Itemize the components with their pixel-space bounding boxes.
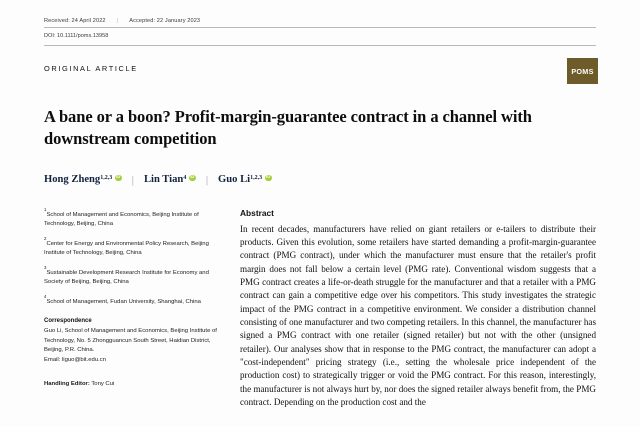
handling-editor-label: Handling Editor: <box>44 380 90 387</box>
abstract-heading: Abstract <box>240 207 274 218</box>
affiliation-3-text: Sustainable Development Research Institute for Economy and Society of Beijing, Beijing, China <box>44 269 209 286</box>
handling-editor-name: Tony Cui <box>91 380 115 387</box>
affiliation-2-sup: 2 <box>44 236 47 242</box>
author-separator: | <box>131 173 134 186</box>
abstract-text: In recent decades, manufacturers have relied on giant retailers or e-tailers to distribute their products. Given this evolution, some retailers have started demanding a profit-margin-guarantee contract (PMG contract), under which the manufacturer must ensure that the retailer's profit margin does not fall below a certain level (PMG rate). Conventional wisdom suggests that a PMG contract creates a life-or-death struggle for the manufacturer and that a retailer with a PMG contract can gain a competitive edge over his competitors. This study investigates the strategic impact of the PMG contract in a competitive environment. We consider a distribution channel consisting of one manufacturer and two competing retailers. In this channel, the manufacturer has signed a PMG contract with one retailer (signed retailer) but not with the other (unsigned retailer). Our analyses show that in response to the PMG contract, the manufacturer can adopt a "cost-independent" pricing strategy (i.e., setting the wholesale price independent of the production cost) to strategically trigger or void the PMG contract. For this reason, interestingly, the manufacturer is not always hurt by, nor does the signed retailer always benefit from, the PMG contract. Depending on the production cost and the <box>240 223 596 408</box>
author-2-affil-sup: 4 <box>183 175 187 182</box>
correspondence-email[interactable]: Email: liguo@bit.edu.cn <box>44 357 106 364</box>
affiliation-2 <box>44 237 220 259</box>
page-title: A bane or a boon? Profit-margin-guarantee contract in a channel with downstream competition <box>44 107 532 148</box>
affiliation-4-text: School of Management, Fudan University, Shanghai, China <box>46 298 201 305</box>
correspondence-body <box>44 327 220 365</box>
orcid-icon[interactable] <box>265 175 272 182</box>
doi-line[interactable]: DOI: 10.1111/poms.13958 <box>44 33 596 46</box>
accepted-date: Accepted: 22 January 2023 <box>129 18 201 24</box>
author-1-name: Hong Zheng <box>44 174 101 186</box>
affiliation-3 <box>44 266 220 288</box>
author-3[interactable] <box>218 174 272 185</box>
author-separator: | <box>205 173 209 186</box>
affiliation-3-sup: 3 <box>44 265 47 271</box>
handling-editor <box>44 380 220 390</box>
abstract-column <box>240 208 596 410</box>
meta-separator: | <box>116 18 119 24</box>
author-2-name: Lin Tian <box>143 174 184 186</box>
poms-logo: POMS <box>567 58 598 84</box>
publication-dates <box>44 18 596 28</box>
affiliation-4-sup: 4 <box>44 294 47 300</box>
author-list <box>44 174 596 186</box>
affiliations-column <box>44 208 220 410</box>
correspondence-address: Guo Li, School of Management and Economics, Beijing Institute of Technology, No. 5 Zhongguancun South Street, Haidian District, Beijing, P.R. China. <box>44 328 217 354</box>
affiliation-2-text: Center for Energy and Environmental Policy Research, Beijing Institute of Technology, Beijing, China <box>44 240 209 257</box>
correspondence-heading: Correspondence <box>44 318 92 325</box>
affiliation-1 <box>44 208 220 230</box>
article-type-label: ORIGINAL ARTICLE <box>44 64 138 73</box>
received-date: Received: 24 April 2022 <box>44 18 106 24</box>
author-3-name: Guo Li <box>218 174 251 186</box>
orcid-icon[interactable] <box>115 175 122 182</box>
affiliation-1-sup: 1 <box>44 207 47 213</box>
orcid-icon[interactable] <box>189 175 196 182</box>
author-1[interactable] <box>44 174 122 185</box>
article-type-row <box>44 58 596 84</box>
author-1-affil-sup: 1,2,3 <box>100 175 113 182</box>
affiliation-4 <box>44 295 220 308</box>
author-2[interactable] <box>144 174 196 185</box>
content-columns <box>44 208 596 410</box>
affiliation-1-text: School of Management and Economics, Beijing Institute of Technology, Beijing, China <box>44 211 199 228</box>
author-3-affil-sup: 1,2,3 <box>250 175 263 182</box>
